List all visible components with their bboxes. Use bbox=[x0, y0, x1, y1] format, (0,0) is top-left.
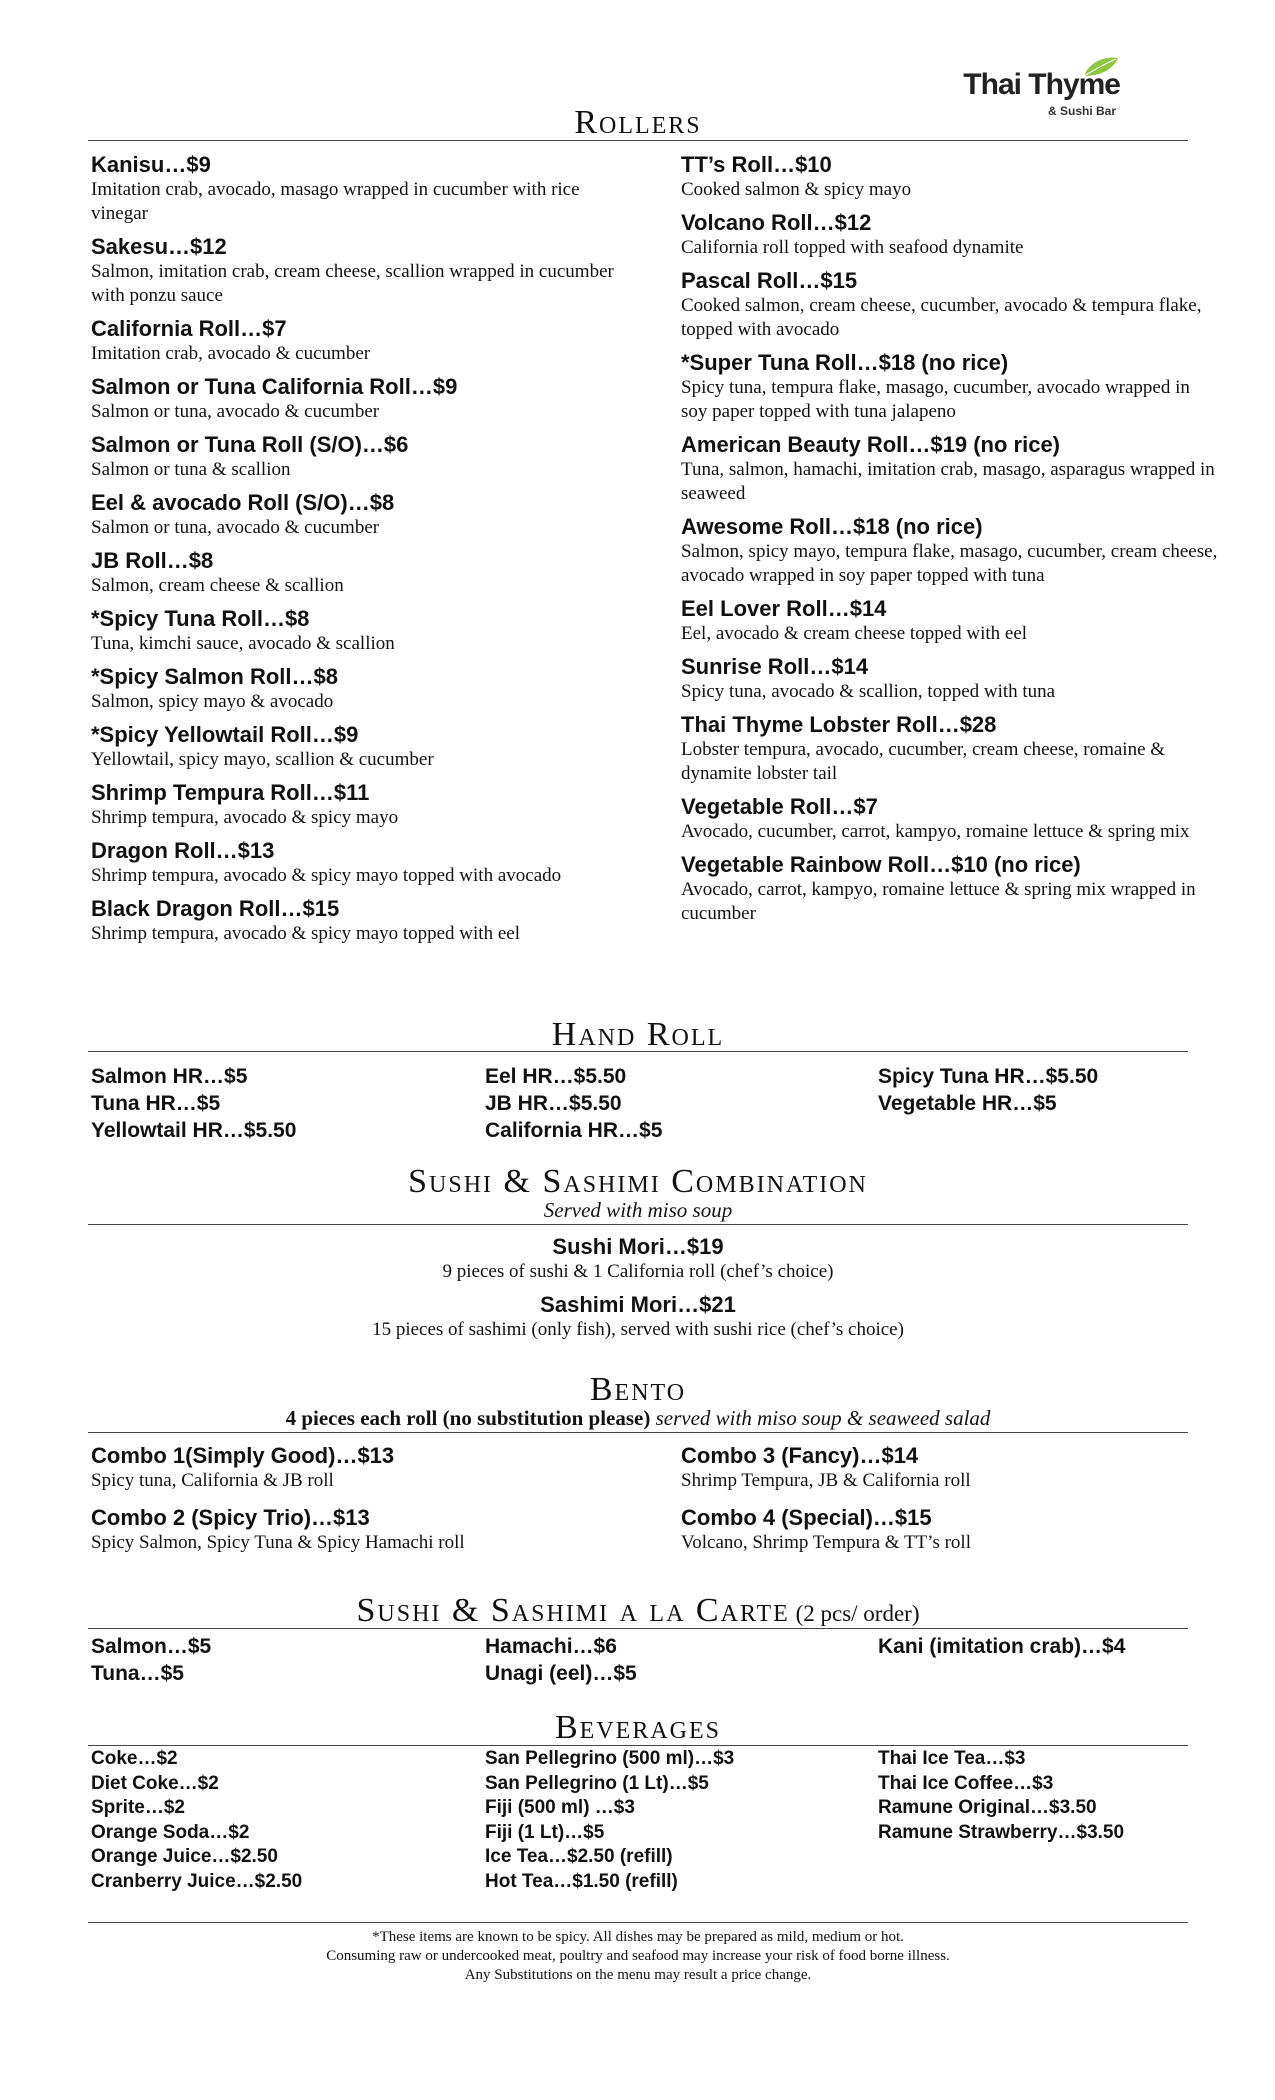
item-name: *Spicy Salmon Roll…$8 bbox=[91, 664, 338, 689]
menu-item bbox=[91, 152, 631, 226]
item-description: Salmon, cream cheese & scallion bbox=[91, 575, 344, 596]
item-name: Eel Lover Roll…$14 bbox=[681, 596, 887, 621]
menu-item bbox=[91, 234, 631, 308]
item-name: American Beauty Roll…$19 (no rice) bbox=[681, 432, 1061, 457]
menu-item bbox=[681, 514, 1221, 588]
menu-item bbox=[681, 210, 1221, 260]
divider bbox=[88, 1922, 1188, 1923]
item-description: Cooked salmon, cream cheese, cucumber, avocado & tempura flake, topped with avocado bbox=[681, 295, 1202, 340]
logo-name: Thai Thyme bbox=[963, 68, 1120, 101]
hand-roll-item: Salmon HR…$5 bbox=[91, 1065, 248, 1088]
beverage-item: Coke…$2 bbox=[91, 1748, 178, 1769]
hand-roll-column bbox=[878, 1063, 1268, 1117]
hand-roll-item: Eel HR…$5.50 bbox=[485, 1065, 627, 1088]
item-name: *Spicy Yellowtail Roll…$9 bbox=[91, 722, 359, 747]
item-description: 9 pieces of sushi & 1 California roll (chef’s choice) bbox=[442, 1261, 834, 1282]
a-la-carte-column bbox=[878, 1633, 1268, 1660]
logo-subtitle: & Sushi Bar bbox=[1047, 104, 1116, 118]
rollers-left-column bbox=[91, 152, 631, 954]
menu-item bbox=[681, 712, 1221, 786]
hand-roll-column bbox=[91, 1063, 481, 1144]
divider bbox=[88, 1628, 1188, 1629]
menu-item bbox=[91, 432, 631, 482]
beverage-item: Ice Tea…$2.50 (refill) bbox=[485, 1846, 673, 1867]
item-description: Eel, avocado & cream cheese topped with eel bbox=[681, 623, 1028, 644]
item-name: Combo 4 (Special)…$15 bbox=[681, 1505, 932, 1530]
item-description: Salmon or tuna, avocado & cucumber bbox=[91, 517, 380, 538]
bento-note bbox=[88, 1406, 1188, 1430]
item-description: Tuna, salmon, hamachi, imitation crab, masago, asparagus wrapped in seaweed bbox=[681, 459, 1215, 504]
item-name: Shrimp Tempura Roll…$11 bbox=[91, 780, 370, 805]
menu-item bbox=[91, 374, 631, 424]
divider bbox=[88, 140, 1188, 141]
section-title-rollers: Rollers bbox=[574, 104, 702, 141]
beverage-item: Ramune Original…$3.50 bbox=[878, 1797, 1097, 1818]
footer-line: Consuming raw or undercooked meat, poultry and seafood may increase your risk of food borne illness. bbox=[326, 1948, 950, 1964]
beverage-item: Fiji (1 Lt)…$5 bbox=[485, 1821, 605, 1843]
a-la-carte-column bbox=[91, 1633, 481, 1687]
menu-item bbox=[91, 548, 631, 598]
beverage-item: Hot Tea…$1.50 (refill) bbox=[485, 1870, 678, 1892]
item-description: 15 pieces of sashimi (only fish), served with sushi rice (chef’s choice) bbox=[372, 1319, 904, 1340]
item-description: California roll topped with seafood dynamite bbox=[681, 237, 1024, 258]
beverage-item: San Pellegrino (500 ml)…$3 bbox=[485, 1748, 735, 1769]
menu-item bbox=[681, 268, 1221, 342]
bento-item bbox=[91, 1505, 631, 1555]
item-name: Black Dragon Roll…$15 bbox=[91, 896, 340, 921]
a-la-carte-column bbox=[485, 1633, 875, 1687]
item-name: JB Roll…$8 bbox=[91, 548, 214, 573]
item-description: Avocado, carrot, kampyo, romaine lettuce & spring mix wrapped in cucumber bbox=[681, 879, 1196, 924]
menu-item bbox=[681, 350, 1221, 424]
section-title-beverages: Beverages bbox=[554, 1709, 721, 1746]
bento-item bbox=[681, 1505, 1221, 1555]
beverage-item: Orange Juice…$2.50 bbox=[91, 1846, 278, 1867]
menu-item bbox=[91, 780, 631, 830]
item-name: Thai Thyme Lobster Roll…$28 bbox=[681, 712, 997, 737]
beverage-item: Cranberry Juice…$2.50 bbox=[91, 1870, 303, 1892]
item-name: Eel & avocado Roll (S/O)…$8 bbox=[91, 490, 395, 515]
beverage-item: Fiji (500 ml) …$3 bbox=[485, 1797, 635, 1818]
a-la-carte-item: Tuna…$5 bbox=[91, 1662, 184, 1685]
item-description: Volcano, Shrimp Tempura & TT’s roll bbox=[681, 1532, 971, 1553]
divider bbox=[88, 1745, 1188, 1746]
menu-item bbox=[681, 852, 1221, 926]
item-name: Vegetable Rainbow Roll…$10 (no rice) bbox=[681, 852, 1081, 877]
menu-item bbox=[681, 654, 1221, 704]
a-la-carte-item: Unagi (eel)…$5 bbox=[485, 1662, 637, 1685]
item-description: Lobster tempura, avocado, cucumber, cream cheese, romaine & dynamite lobster tail bbox=[681, 739, 1166, 784]
hand-roll-item: Tuna HR…$5 bbox=[91, 1092, 221, 1115]
item-name: Kanisu…$9 bbox=[91, 152, 211, 177]
item-name: Sunrise Roll…$14 bbox=[681, 654, 869, 679]
section-title-bento: Bento bbox=[589, 1371, 687, 1408]
a-la-carte-item: Salmon…$5 bbox=[91, 1635, 212, 1658]
item-name: Vegetable Roll…$7 bbox=[681, 794, 878, 819]
item-name: Sashimi Mori…$21 bbox=[540, 1292, 736, 1317]
beverage-item: Ramune Strawberry…$3.50 bbox=[878, 1821, 1125, 1843]
menu-item bbox=[681, 596, 1221, 646]
hand-roll-item: Spicy Tuna HR…$5.50 bbox=[878, 1065, 1099, 1088]
menu-item bbox=[681, 794, 1221, 844]
menu-item bbox=[91, 896, 631, 946]
item-description: Spicy Salmon, Spicy Tuna & Spicy Hamachi roll bbox=[91, 1532, 465, 1553]
item-name: Dragon Roll…$13 bbox=[91, 838, 275, 863]
item-description: Salmon, spicy mayo & avocado bbox=[91, 691, 334, 712]
item-name: Sakesu…$12 bbox=[91, 234, 227, 259]
beverage-item: San Pellegrino (1 Lt)…$5 bbox=[485, 1772, 709, 1794]
item-name: Salmon or Tuna Roll (S/O)…$6 bbox=[91, 432, 409, 457]
item-description: Spicy tuna, California & JB roll bbox=[91, 1470, 334, 1491]
combination-item bbox=[88, 1292, 1188, 1342]
hand-roll-item: Yellowtail HR…$5.50 bbox=[91, 1119, 297, 1142]
menu-item bbox=[91, 606, 631, 656]
beverages-column bbox=[878, 1747, 1268, 1845]
item-description: Shrimp tempura, avocado & spicy mayo topped with eel bbox=[91, 923, 520, 944]
footer-notes bbox=[88, 1928, 1188, 1985]
beverage-item: Sprite…$2 bbox=[91, 1797, 185, 1818]
combination-item bbox=[88, 1234, 1188, 1284]
beverage-item: Thai Ice Coffee…$3 bbox=[878, 1772, 1054, 1794]
item-description: Imitation crab, avocado & cucumber bbox=[91, 343, 371, 364]
bento-item bbox=[681, 1443, 1221, 1493]
hand-roll-column bbox=[485, 1063, 875, 1144]
item-description: Salmon or tuna, avocado & cucumber bbox=[91, 401, 380, 422]
bento-note-bold: 4 pieces each roll (no substitution please) bbox=[285, 1406, 651, 1430]
beverage-item: Orange Soda…$2 bbox=[91, 1821, 250, 1843]
item-name: Volcano Roll…$12 bbox=[681, 210, 872, 235]
divider bbox=[88, 1224, 1188, 1225]
item-name: TT’s Roll…$10 bbox=[681, 152, 832, 177]
item-description: Shrimp Tempura, JB & California roll bbox=[681, 1470, 971, 1491]
bento-note-italic: served with miso soup & seaweed salad bbox=[650, 1406, 991, 1430]
item-description: Salmon or tuna & scallion bbox=[91, 459, 291, 480]
section-title-combination: Sushi & Sashimi Combination bbox=[408, 1163, 868, 1200]
menu-item bbox=[681, 432, 1221, 506]
item-name: Pascal Roll…$15 bbox=[681, 268, 858, 293]
section-title-hand-roll: Hand Roll bbox=[551, 1016, 725, 1053]
a-la-carte-item: Kani (imitation crab)…$4 bbox=[878, 1635, 1126, 1658]
item-name: *Spicy Tuna Roll…$8 bbox=[91, 606, 310, 631]
beverage-item: Diet Coke…$2 bbox=[91, 1772, 219, 1794]
menu-item bbox=[681, 152, 1221, 202]
item-name: Combo 2 (Spicy Trio)…$13 bbox=[91, 1505, 370, 1530]
bento-item bbox=[91, 1443, 631, 1493]
item-description: Tuna, kimchi sauce, avocado & scallion bbox=[91, 633, 395, 654]
bento-right-column bbox=[681, 1443, 1221, 1563]
hand-roll-item: Vegetable HR…$5 bbox=[878, 1092, 1057, 1115]
item-name: Combo 1(Simply Good)…$13 bbox=[91, 1443, 395, 1468]
menu-item bbox=[91, 490, 631, 540]
hand-roll-item: JB HR…$5.50 bbox=[485, 1092, 622, 1115]
item-description: Salmon, imitation crab, cream cheese, scallion wrapped in cucumber with ponzu sauce bbox=[91, 261, 614, 306]
a-la-carte-title-suffix: (2 pcs/ order) bbox=[789, 1601, 920, 1626]
divider bbox=[88, 1432, 1188, 1433]
item-name: Sushi Mori…$19 bbox=[552, 1234, 724, 1259]
item-description: Cooked salmon & spicy mayo bbox=[681, 179, 912, 200]
menu-item bbox=[91, 838, 631, 888]
item-description: Imitation crab, avocado, masago wrapped in cucumber with rice vinegar bbox=[91, 179, 580, 224]
item-description: Spicy tuna, tempura flake, masago, cucumber, avocado wrapped in soy paper topped with tuna jalapeno bbox=[681, 377, 1190, 422]
item-description: Avocado, cucumber, carrot, kampyo, romaine lettuce & spring mix bbox=[681, 821, 1190, 842]
footer-line: Any Substitutions on the menu may result a price change. bbox=[464, 1967, 812, 1983]
menu-item bbox=[91, 316, 631, 366]
a-la-carte-item: Hamachi…$6 bbox=[485, 1635, 617, 1658]
item-description: Yellowtail, spicy mayo, scallion & cucumber bbox=[91, 749, 434, 770]
item-description: Shrimp tempura, avocado & spicy mayo bbox=[91, 807, 399, 828]
item-name: *Super Tuna Roll…$18 (no rice) bbox=[681, 350, 1009, 375]
bento-left-column bbox=[91, 1443, 631, 1563]
beverages-column bbox=[91, 1747, 481, 1894]
footer-line: *These items are known to be spicy. All dishes may be prepared as mild, medium or hot. bbox=[372, 1929, 904, 1945]
item-name: California Roll…$7 bbox=[91, 316, 287, 341]
item-description: Shrimp tempura, avocado & spicy mayo topped with avocado bbox=[91, 865, 562, 886]
hand-roll-item: California HR…$5 bbox=[485, 1119, 663, 1142]
item-description: Spicy tuna, avocado & scallion, topped with tuna bbox=[681, 681, 1056, 702]
item-name: Awesome Roll…$18 (no rice) bbox=[681, 514, 983, 539]
item-name: Salmon or Tuna California Roll…$9 bbox=[91, 374, 458, 399]
rollers-right-column bbox=[681, 152, 1221, 934]
menu-item bbox=[91, 664, 631, 714]
item-description: Salmon, spicy mayo, tempura flake, masago, cucumber, cream cheese, avocado wrapped in soy paper topped with tuna bbox=[681, 541, 1218, 586]
divider bbox=[88, 1051, 1188, 1052]
a-la-carte-title: Sushi & Sashimi a la Carte bbox=[356, 1592, 790, 1629]
combination-subtitle: Served with miso soup bbox=[543, 1198, 733, 1222]
item-name: Combo 3 (Fancy)…$14 bbox=[681, 1443, 919, 1468]
beverages-column bbox=[485, 1747, 875, 1894]
menu-item bbox=[91, 722, 631, 772]
beverage-item: Thai Ice Tea…$3 bbox=[878, 1748, 1026, 1769]
